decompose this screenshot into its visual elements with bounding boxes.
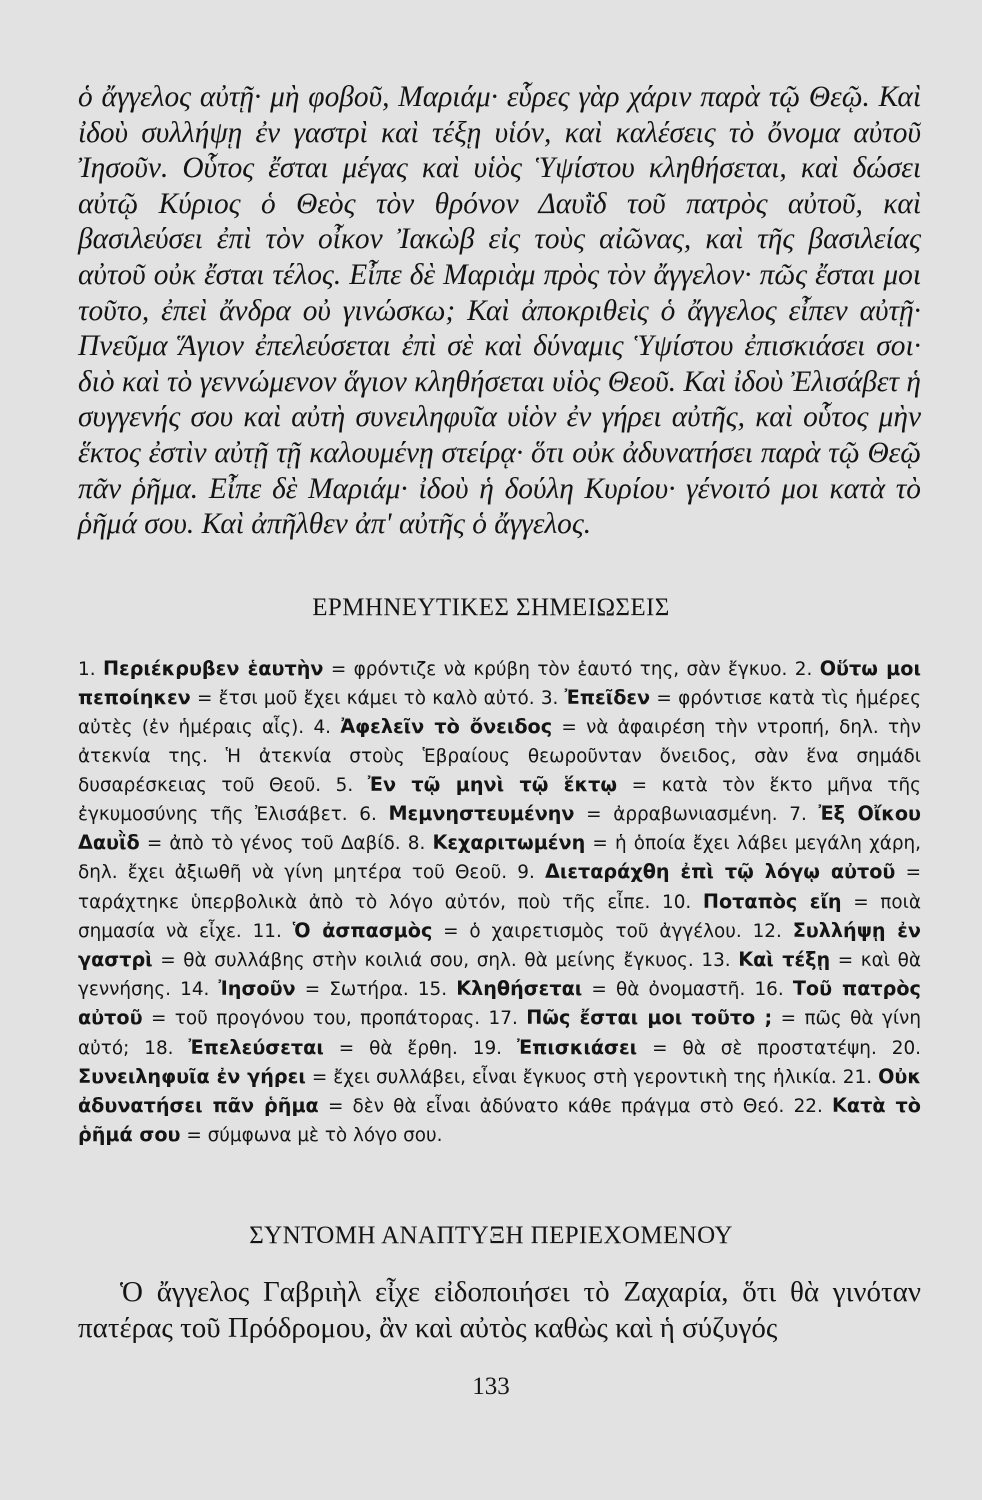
note-term: Ποταπὸς εἴη xyxy=(702,889,842,913)
note-gloss: = ὁ χαιρετισμὸς τοῦ ἀγγέλου. xyxy=(443,920,742,942)
note-number: 21. xyxy=(842,1066,873,1088)
summary-heading: ΣΥΝΤΟΜΗ ΑΝΑΠΤΥΞΗ ΠΕΡΙΕΧΟΜΕΝΟΥ xyxy=(249,1222,733,1249)
note-gloss: = φρόντισε κατὰ τὶς ἡμέρες αὐτὲς (ἐν ἡμέραις αἷς). xyxy=(78,688,921,739)
note-term: Ἐξ Οἴκου Δαυῒδ xyxy=(78,802,921,855)
note-number: 16. xyxy=(754,979,784,1001)
note-number: 2. xyxy=(794,659,813,680)
note-number: 4. xyxy=(313,717,331,739)
note-term: Ἰησοῦν xyxy=(218,977,296,1001)
note-number: 8. xyxy=(407,833,426,855)
note-gloss: = ἀπὸ τὸ γένος τοῦ Δαβίδ. xyxy=(146,833,401,855)
notes-list xyxy=(78,655,921,1150)
note-term: Οὕτω μοι πεποίηκεν xyxy=(78,657,921,710)
note-gloss: = τοῦ προγόνου του, προπάτορας. xyxy=(150,1008,481,1030)
note-number: 1. xyxy=(78,659,96,680)
note-number: 18. xyxy=(144,1037,174,1059)
note-item xyxy=(180,979,409,1000)
note-gloss: = κατὰ τὸν ἕκτο μῆνα τῆς ἐγκυμοσύνης τῆς Ἐλισάβετ. xyxy=(78,774,921,826)
note-gloss: = νὰ ἀφαιρέση τὴν ντροπή, δηλ. τὴν ἀτεκνία της. Ἡ ἀτεκνία στοὺς Ἑβραίους θεωροῦνταν ὄνειδος, σὰν ἕνα σημάδι δυσαρέσκειας τοῦ Θεοῦ. xyxy=(78,717,922,796)
page-number: 133 xyxy=(472,1373,510,1400)
note-gloss: = πῶς θὰ γίνη αὐτό; xyxy=(78,1008,921,1059)
note-number: 22. xyxy=(793,1096,823,1118)
note-term: Διεταράχθη ἐπὶ τῷ λόγῳ αὐτοῦ xyxy=(545,860,896,884)
note-number: 19. xyxy=(472,1037,502,1059)
note-item xyxy=(359,804,777,825)
scripture-passage: ὁ ἄγγελος αὐτῇ· μὴ φοβοῦ, Μαριάμ· εὗρες γὰρ χάριν παρὰ τῷ Θεῷ. Καὶ ἰδοὺ συλλήψῃ ἐν γαστρὶ καὶ τέξῃ υἱόν, καὶ καλέσεις τὸ ὄνομα αὐτοῦ Ἰησοῦν. Οὗτος ἔσται μέγας καὶ υἱὸς Ὑψίστου κληθήσεται, καὶ δώσει αὐτῷ Κύριος ὁ Θεὸς τὸν θρόνον Δαυῒδ τοῦ πατρὸς αὐτοῦ, καὶ βασιλεύσει ἐπὶ τὸν οἶκον Ἰακὼβ εἰς τοὺς αἰῶνας, καὶ τῆς βασιλείας αὐτοῦ οὐκ ἔσται τέλος. Εἶπε δὲ Μαριὰμ πρὸς τὸν ἄγγελον· πῶς ἔσται μοι τοῦτο, ἐπεὶ ἄνδρα οὐ γινώσκω; Καὶ ἀποκριθεὶς ὁ ἄγγελος εἶπεν αὐτῇ· Πνεῦμα Ἅγιον ἐπελεύσεται ἐπὶ σὲ καὶ δύναμις Ὑψίστου ἐπισκιάσει σοι· διὸ καὶ τὸ γεννώμενον ἅγιον κληθήσεται υἱὸς Θεοῦ. Καὶ ἰδοὺ Ἐλισάβετ ἡ συγγενής σου καὶ αὐτὴ συνειληφυῖα υἱὸν ἐν γήρει αὐτῆς, καὶ οὗτος μὴν ἕκτος ἐστὶν αὐτῇ τῇ καλουμένῃ στείρᾳ· ὅτι οὐκ ἀδυνατήσει παρὰ τῷ Θεῷ πᾶν ῥῆμα. Εἶπε δὲ Μαριάμ· ἰδοὺ ἡ δούλη Κυρίου· γένοιτό μοι κατὰ τὸ ῥῆμά σου. Καὶ ἀπῆλθεν ἀπ' αὐτῆς ὁ ἄγγελος. xyxy=(78,81,921,541)
note-number: 13. xyxy=(701,950,731,972)
note-term: Ἐπελεύσεται xyxy=(188,1035,324,1059)
note-gloss: = ἔτσι μοῦ ἔχει κάμει τὸ καλὸ αὐτό. xyxy=(197,688,535,710)
note-term: Τοῦ πατρὸς αὐτοῦ xyxy=(78,977,921,1030)
note-term: Ἐπεῖδεν xyxy=(564,686,651,710)
note-gloss: = θὰ ὀνομαστῆ. xyxy=(591,979,746,1001)
note-number: 7. xyxy=(789,804,807,826)
note-term: Ἀφελεῖν τὸ ὄνειδος xyxy=(340,715,553,739)
note-term: Περιέκρυβεν ἑαυτὴν xyxy=(102,657,324,680)
notes-heading: ΕΡΜΗΝΕΥΤΙΚΕΣ ΣΗΜΕΙΩΣΕΙΣ xyxy=(312,594,670,621)
note-term: Κεχαριτωμένη xyxy=(432,831,586,855)
note-term: Κατὰ τὸ ῥῆμά σου xyxy=(78,1094,921,1147)
note-number: 10. xyxy=(662,891,692,913)
note-term: Ὁ ἀσπασμὸς xyxy=(292,918,433,942)
note-term: Συλλήψῃ ἐν γαστρὶ xyxy=(78,918,921,972)
note-number: 11. xyxy=(252,920,282,942)
note-term: Οὐκ ἀδυνατήσει πᾶν ῥῆμα xyxy=(78,1064,921,1118)
note-gloss: = ἀρραβωνιασμένη. xyxy=(586,804,778,826)
note-gloss: = καὶ θὰ γεννήσης. xyxy=(78,950,921,1001)
note-number: 9. xyxy=(517,862,535,884)
note-item xyxy=(252,918,742,942)
note-term: Ἐπισκιάσει xyxy=(516,1035,638,1059)
note-term: Καὶ τέξῃ xyxy=(738,948,831,972)
note-item xyxy=(144,1035,458,1059)
note-term: Ἐν τῷ μηνὶ τῷ ἕκτῳ xyxy=(367,772,618,796)
note-gloss: = θὰ ἔρθη. xyxy=(338,1037,458,1059)
note-term: Μεμνηστευμένην xyxy=(388,802,575,826)
note-term: Συνειληφυῖα ἐν γήρει xyxy=(78,1064,306,1088)
note-gloss: = θὰ σὲ προστατέψη. xyxy=(652,1037,877,1059)
note-item xyxy=(472,1035,877,1059)
note-number: 20. xyxy=(891,1037,921,1059)
note-term: Κληθήσεται xyxy=(456,977,583,1001)
note-item xyxy=(78,659,787,680)
note-number: 14. xyxy=(180,979,210,1001)
summary-paragraph: Ὁ ἄγγελος Γαβριὴλ εἶχε εἰδοποιήσει τὸ Ζαχαρία, ὅτι θὰ γινόταν πατέρας τοῦ Πρόδρομου, ἂν καὶ αὐτὸς καθὼς καὶ ἡ σύζυγός xyxy=(78,1276,921,1344)
note-gloss: = σύμφωνα μὲ τὸ λόγο σου. xyxy=(186,1125,443,1147)
note-item xyxy=(418,979,745,1000)
note-number: 6. xyxy=(359,804,377,826)
note-gloss: = δὲν θὰ εἶναι ἀδύνατο κάθε πράγμα στὸ Θεό. xyxy=(327,1096,785,1118)
note-gloss: = ἔχει συλλάβει, εἶναι ἔγκυος στὴ γεροντικὴ της ἡλικία. xyxy=(311,1066,837,1088)
note-gloss: = Σωτήρα. xyxy=(304,979,409,1001)
note-gloss: = ἡ ὁποία ἔχει λάβει μεγάλη χάρη, δηλ. ἔχει ἀξιωθῆ νὰ γίνη μητέρα τοῦ Θεοῦ. xyxy=(78,833,921,884)
note-number: 3. xyxy=(540,688,559,710)
note-number: 5. xyxy=(335,774,354,796)
note-gloss: = ποιὰ σημασία νὰ εἶχε. xyxy=(78,891,921,942)
note-number: 17. xyxy=(488,1008,518,1030)
note-number: 12. xyxy=(752,920,782,942)
note-gloss: = θὰ συλλάβης στὴν κοιλιά σου, σηλ. θὰ μείνης ἔγκυος. xyxy=(160,950,694,972)
note-term: Πῶς ἔσται μοι τοῦτο ; xyxy=(526,1006,773,1030)
note-gloss: = φρόντιζε νὰ κρύβη τὸν ἑαυτό της, σὰν ἔγκυο. xyxy=(330,659,788,680)
note-gloss: = ταράχτηκε ὑπερβολικὰ ἀπὸ τὸ λόγο αὐτόν, ποὺ τῆς εἶπε. xyxy=(78,862,921,913)
note-number: 15. xyxy=(417,979,448,1001)
